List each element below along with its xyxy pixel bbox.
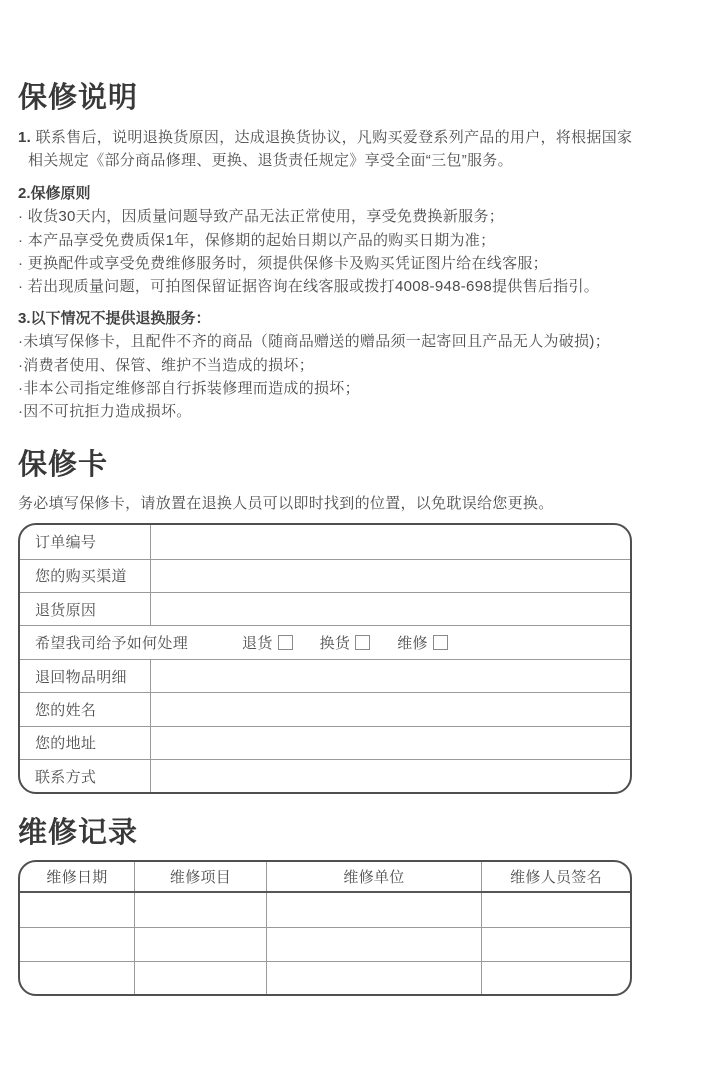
field-label: 退回物品明细	[20, 660, 151, 692]
warranty-card-note: 务必填写保修卡，请放置在退换人员可以即时找到的位置，以免耽误给您更换。	[18, 494, 554, 512]
warranty-card-table	[18, 523, 632, 794]
document-content	[0, 80, 715, 996]
field-value-cell	[151, 560, 630, 592]
header-repair-signature: 维修人员签名	[510, 869, 602, 887]
header-repair-item: 维修项目	[135, 862, 267, 891]
repair-empty-row	[20, 927, 630, 961]
no-service-item: ·消费者使用、保管、维护不当造成的损坏；	[18, 356, 314, 374]
table-row-your-address	[20, 726, 630, 759]
item1-line1	[18, 126, 632, 149]
field-label: 您的地址	[20, 727, 151, 759]
option-exchange	[320, 632, 371, 653]
table-row-handling-options	[20, 625, 630, 658]
field-value-cell	[151, 525, 630, 558]
no-service-item: ·因不可抗拒力造成损坏。	[18, 403, 192, 421]
empty-cell	[135, 893, 267, 927]
no-service-heading: 3.以下情况不提供退换服务：	[18, 309, 211, 327]
empty-cell	[267, 962, 482, 995]
empty-cell	[482, 962, 630, 995]
header-repair-date: 维修日期	[20, 862, 135, 891]
no-service-item: ·未填写保修卡，且配件不齐的商品（随商品赠送的赠品须一起寄回且产品无人为破损)；	[18, 333, 610, 351]
table-row-your-name	[20, 692, 630, 725]
handling-label: 希望我司给予如何处理	[35, 635, 189, 653]
item1-number: 1.	[18, 129, 32, 146]
repair-table-header-row	[20, 862, 630, 893]
warranty-principles-list	[18, 205, 632, 299]
field-label: 您的购买渠道	[20, 560, 151, 592]
principle-item: · 更换配件或享受免费维修服务时，须提供保修卡及购买凭证图片给在线客服；	[18, 255, 548, 273]
empty-cell	[20, 928, 135, 961]
field-value-cell	[151, 693, 630, 725]
empty-cell	[135, 928, 267, 961]
repair-record-table	[18, 860, 632, 996]
option-repair-label: 维修	[397, 635, 428, 653]
field-label: 订单编号	[20, 525, 151, 558]
empty-cell	[20, 962, 135, 995]
warranty-principles-heading: 2.保修原则	[18, 184, 91, 202]
header-repair-unit: 维修单位	[267, 862, 482, 891]
item1-line2: 相关规定《部分商品修理、更换、退货责任规定》享受全面“三包”服务。	[28, 152, 513, 170]
field-value-cell	[151, 593, 630, 625]
principle-item: · 本产品享受免费质保1年，保修期的起始日期以产品的购买日期为准；	[18, 231, 496, 249]
checkbox-exchange-icon	[355, 635, 370, 650]
empty-cell	[20, 893, 135, 927]
no-service-item: ·非本公司指定维修部自行拆装修理而造成的损坏；	[18, 380, 360, 398]
empty-cell	[267, 893, 482, 927]
checkbox-repair-icon	[433, 635, 448, 650]
empty-cell	[135, 962, 267, 995]
no-service-list	[18, 330, 632, 424]
repair-record-title: 维修记录	[18, 817, 139, 850]
warranty-notes-item1	[18, 126, 632, 173]
field-label: 退货原因	[20, 593, 151, 625]
warranty-card-title: 保修卡	[18, 448, 109, 481]
field-value-cell	[151, 660, 630, 692]
option-return-label: 退货	[242, 635, 273, 653]
empty-cell	[482, 928, 630, 961]
principle-item: · 收货30天内，因质量问题导致产品无法正常使用，享受免费换新服务；	[18, 208, 505, 226]
item1-line1-text: 联系售后，说明退换货原因，达成退换货协议，凡购买爱登系列产品的用户，将根据国家	[35, 129, 633, 146]
table-row-order-number	[20, 525, 630, 558]
table-row-returned-items	[20, 659, 630, 692]
table-row-return-reason	[20, 592, 630, 625]
checkbox-return-icon	[278, 635, 293, 650]
field-label: 您的姓名	[20, 693, 151, 725]
option-exchange-label: 换货	[319, 635, 351, 653]
field-value-cell	[151, 727, 630, 759]
field-value-cell	[151, 760, 630, 792]
empty-cell	[267, 928, 482, 961]
table-row-purchase-channel	[20, 559, 630, 592]
repair-empty-row	[20, 893, 630, 927]
field-label: 联系方式	[20, 760, 151, 792]
option-repair	[397, 632, 448, 653]
warranty-notes-title: 保修说明	[18, 82, 139, 114]
empty-cell	[482, 893, 630, 927]
table-row-contact-info	[20, 759, 630, 792]
repair-empty-row	[20, 961, 630, 995]
option-return	[242, 632, 293, 653]
principle-item: · 若出现质量问题，可拍图保留证据咨询在线客服或拨打4008-948-698提供售后指引。	[18, 278, 600, 296]
